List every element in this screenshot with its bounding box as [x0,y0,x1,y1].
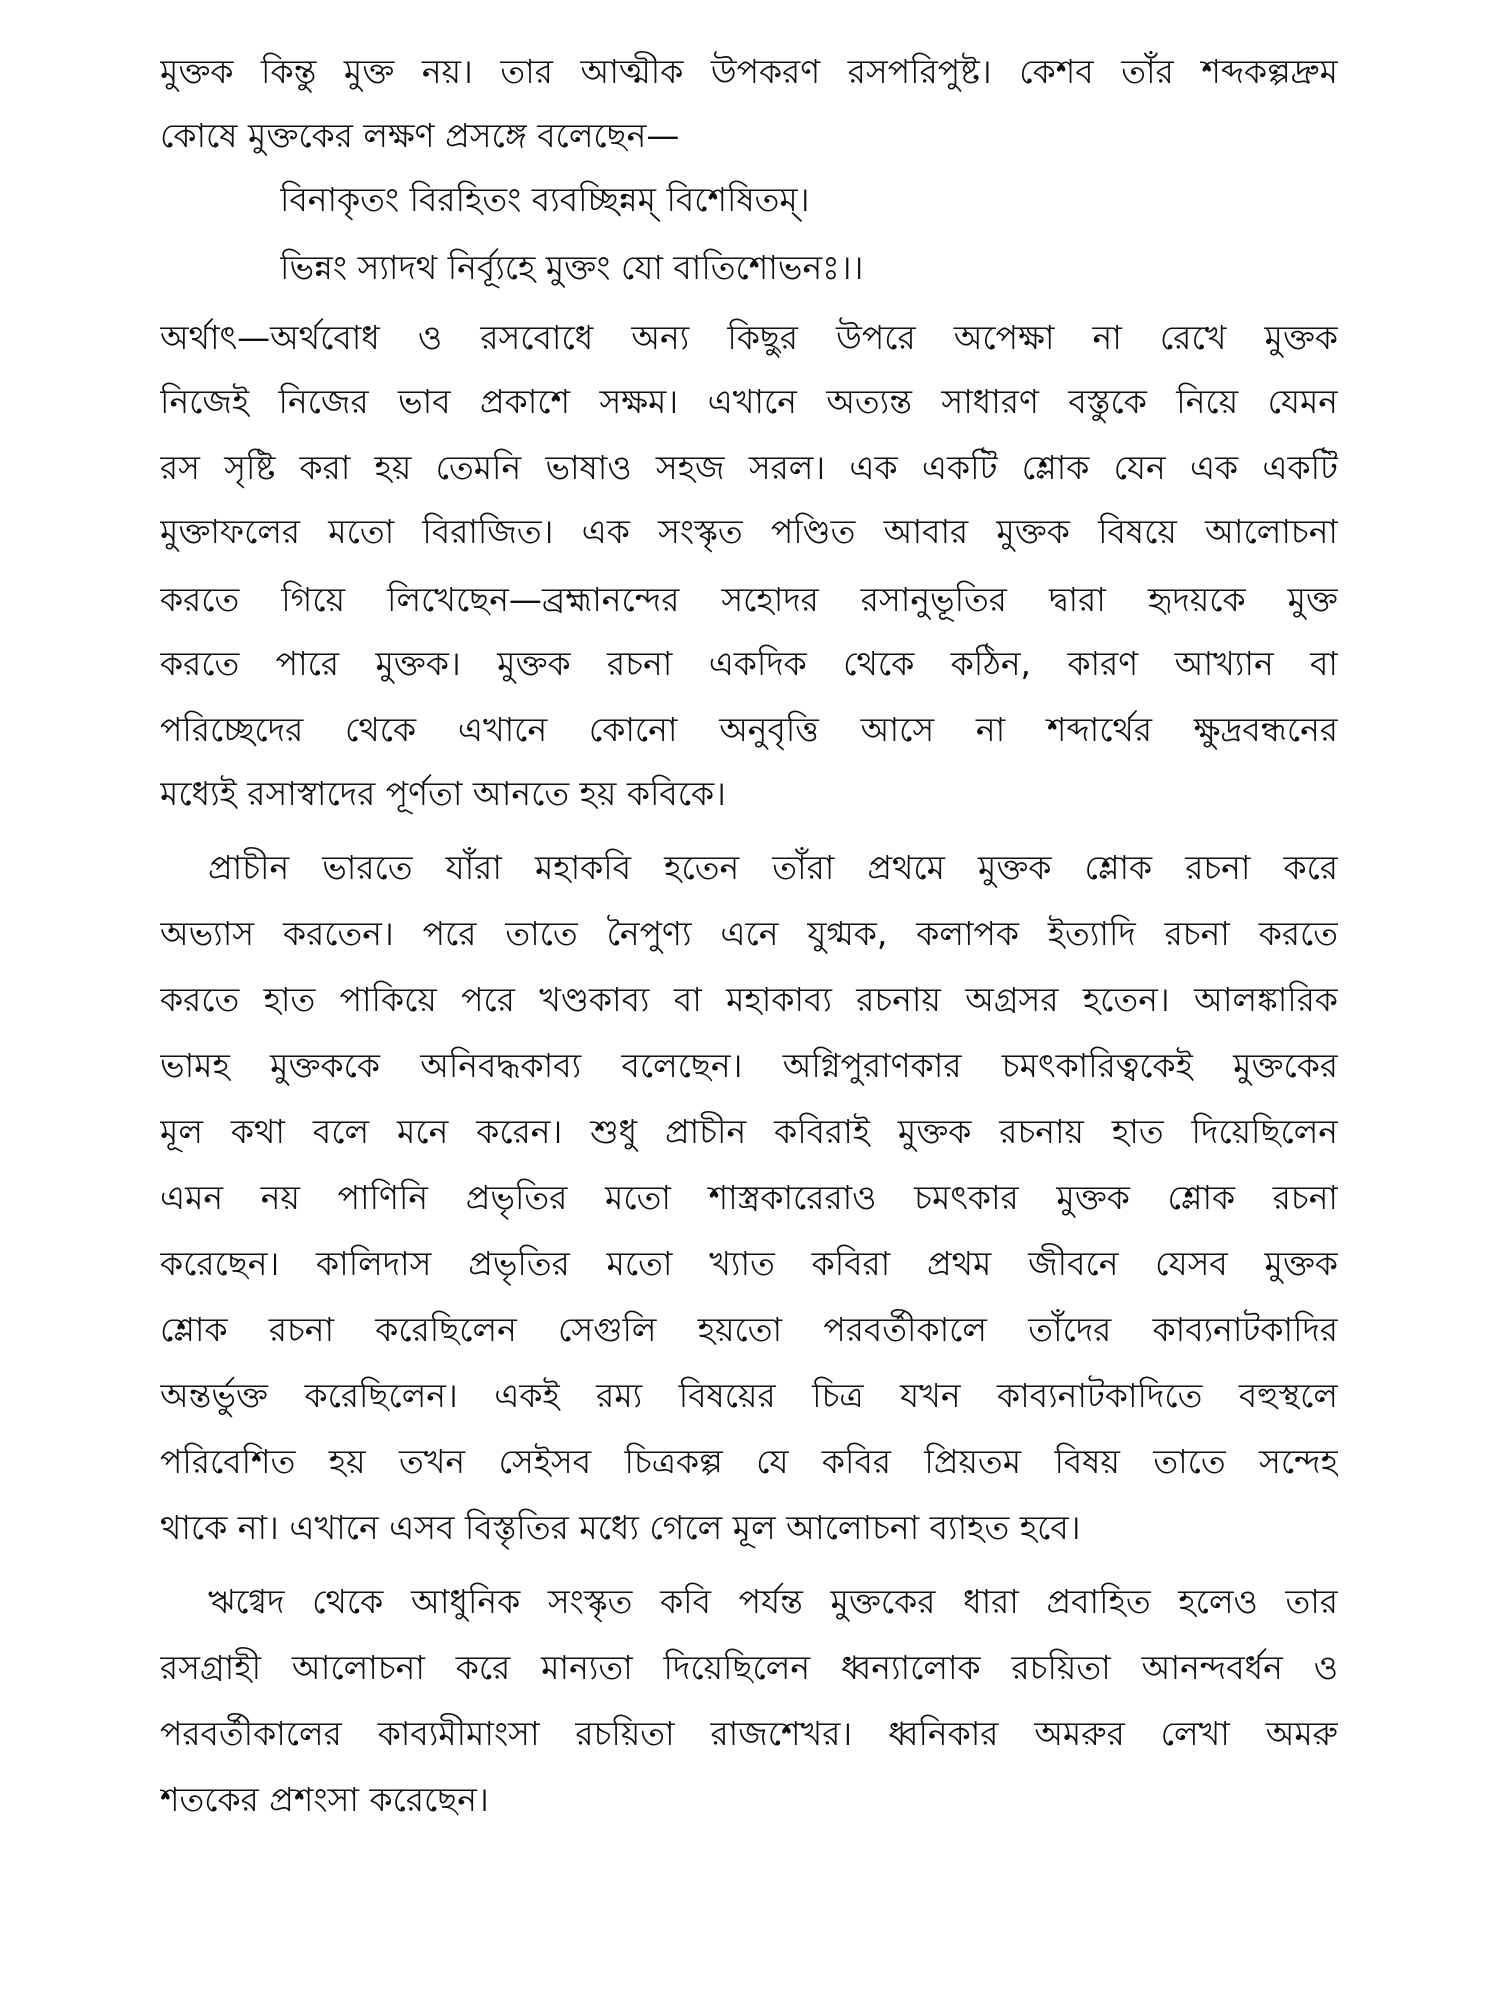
paragraph-1-line-1: মুক্তক কিন্তু মুক্ত নয়। তার আত্মীক উপকরণ রসপরিপুষ্ট। কেশব তাঁর শব্দকল্পদ্রুম [160,52,1338,91]
paragraph-4-line-3: পরবর্তীকালের কাব্যমীমাংসা রচয়িতা রাজশেখর। ধ্বনিকার অমরুর লেখা অমরু [160,1714,1338,1753]
paragraph-2-line-6: করতে পারে মুক্তক। মুক্তক রচনা একদিক থেকে কঠিন, কারণ আখ্যান বা [160,644,1338,683]
verse-line-1: বিনাকৃতং বিরহিতং ব্যবচ্ছিন্নম্ বিশেষিতম্। [280,180,810,219]
paragraph-3-line-6: এমন নয় পাণিনি প্রভৃতির মতো শাস্ত্রকারেরাও চমৎকার মুক্তক শ্লোক রচনা [160,1178,1338,1217]
paragraph-4-line-2: রসগ্রাহী আলোচনা করে মান্যতা দিয়েছিলেন ধ্বন্যালোক রচয়িতা আনন্দবর্ধন ও [160,1648,1338,1687]
paragraph-3-line-7: করেছেন। কালিদাস প্রভৃতির মতো খ্যাত কবিরা প্রথম জীবনে যেসব মুক্তক [160,1244,1338,1283]
paragraph-3-line-11: থাকে না। এখানে এসব বিস্তৃতির মধ্যে গেলে মূল আলোচনা ব্যাহত হবে। [160,1508,1081,1547]
paragraph-3-line-2: অভ্যাস করতেন। পরে তাতে নৈপুণ্য এনে যুগ্মক, কলাপক ইত্যাদি রচনা করতে [160,914,1338,953]
paragraph-4-line-1: ঋগ্বেদ থেকে আধুনিক সংস্কৃত কবি পর্যন্ত মুক্তকের ধারা প্রবাহিত হলেও তার [208,1582,1338,1621]
paragraph-3-line-4: ভামহ মুক্তককে অনিবদ্ধকাব্য বলেছেন। অগ্নিপুরাণকার চমৎকারিত্বকেই মুক্তকের [160,1046,1338,1085]
paragraph-2-line-7: পরিচ্ছেদের থেকে এখানে কোনো অনুবৃত্তি আসে না শব্দার্থের ক্ষুদ্রবন্ধনের [160,710,1338,749]
paragraph-1-line-2: কোষে মুক্তকের লক্ষণ প্রসঙ্গে বলেছেন— [160,116,680,155]
paragraph-2-line-1: অর্থাৎ—অর্থবোধ ও রসবোধে অন্য কিছুর উপরে অপেক্ষা না রেখে মুক্তক [160,318,1338,357]
paragraph-2-line-3: রস সৃষ্টি করা হয় তেমনি ভাষাও সহজ সরল। এক একটি শ্লোক যেন এক একটি [160,448,1338,487]
paragraph-3-line-9: অন্তর্ভুক্ত করেছিলেন। একই রম্য বিষয়ের চিত্র যখন কাব্যনাটকাদিতে বহুস্থলে [160,1376,1338,1415]
paragraph-3-line-1: প্রাচীন ভারতে যাঁরা মহাকবি হতেন তাঁরা প্রথমে মুক্তক শ্লোক রচনা করে [208,848,1338,887]
paragraph-2-line-5: করতে গিয়ে লিখেছেন—ব্রহ্মানন্দের সহোদর রসানুভূতির দ্বারা হৃদয়কে মুক্ত [160,580,1338,619]
paragraph-3-line-10: পরিবেশিত হয় তখন সেইসব চিত্রকল্প যে কবির প্রিয়তম বিষয় তাতে সন্দেহ [160,1442,1338,1481]
verse-line-2: ভিন্নং স্যাদথ নির্ব্যূহে মুক্তং যো বাতিশোভনঃ।। [280,248,864,287]
paragraph-3-line-5: মূল কথা বলে মনে করেন। শুধু প্রাচীন কবিরাই মুক্তক রচনায় হাত দিয়েছিলেন [160,1112,1338,1151]
paragraph-3-line-8: শ্লোক রচনা করেছিলেন সেগুলি হয়তো পরবর্তীকালে তাঁদের কাব্যনাটকাদির [160,1310,1338,1349]
paragraph-4-line-4: শতকের প্রশংসা করেছেন। [160,1780,489,1819]
paragraph-2-line-8: মধ্যেই রসাস্বাদের পূর্ণতা আনতে হয় কবিকে। [160,774,726,813]
paragraph-2-line-4: মুক্তাফলের মতো বিরাজিত। এক সংস্কৃত পণ্ডিত আবার মুক্তক বিষয়ে আলোচনা [160,512,1338,551]
paragraph-2-line-2: নিজেই নিজের ভাব প্রকাশে সক্ষম। এখানে অত্যন্ত সাধারণ বস্তুকে নিয়ে যেমন [160,382,1338,421]
paragraph-3-line-3: করতে হাত পাকিয়ে পরে খণ্ডকাব্য বা মহাকাব্য রচনায় অগ্রসর হতেন। আলঙ্কারিক [160,980,1338,1019]
